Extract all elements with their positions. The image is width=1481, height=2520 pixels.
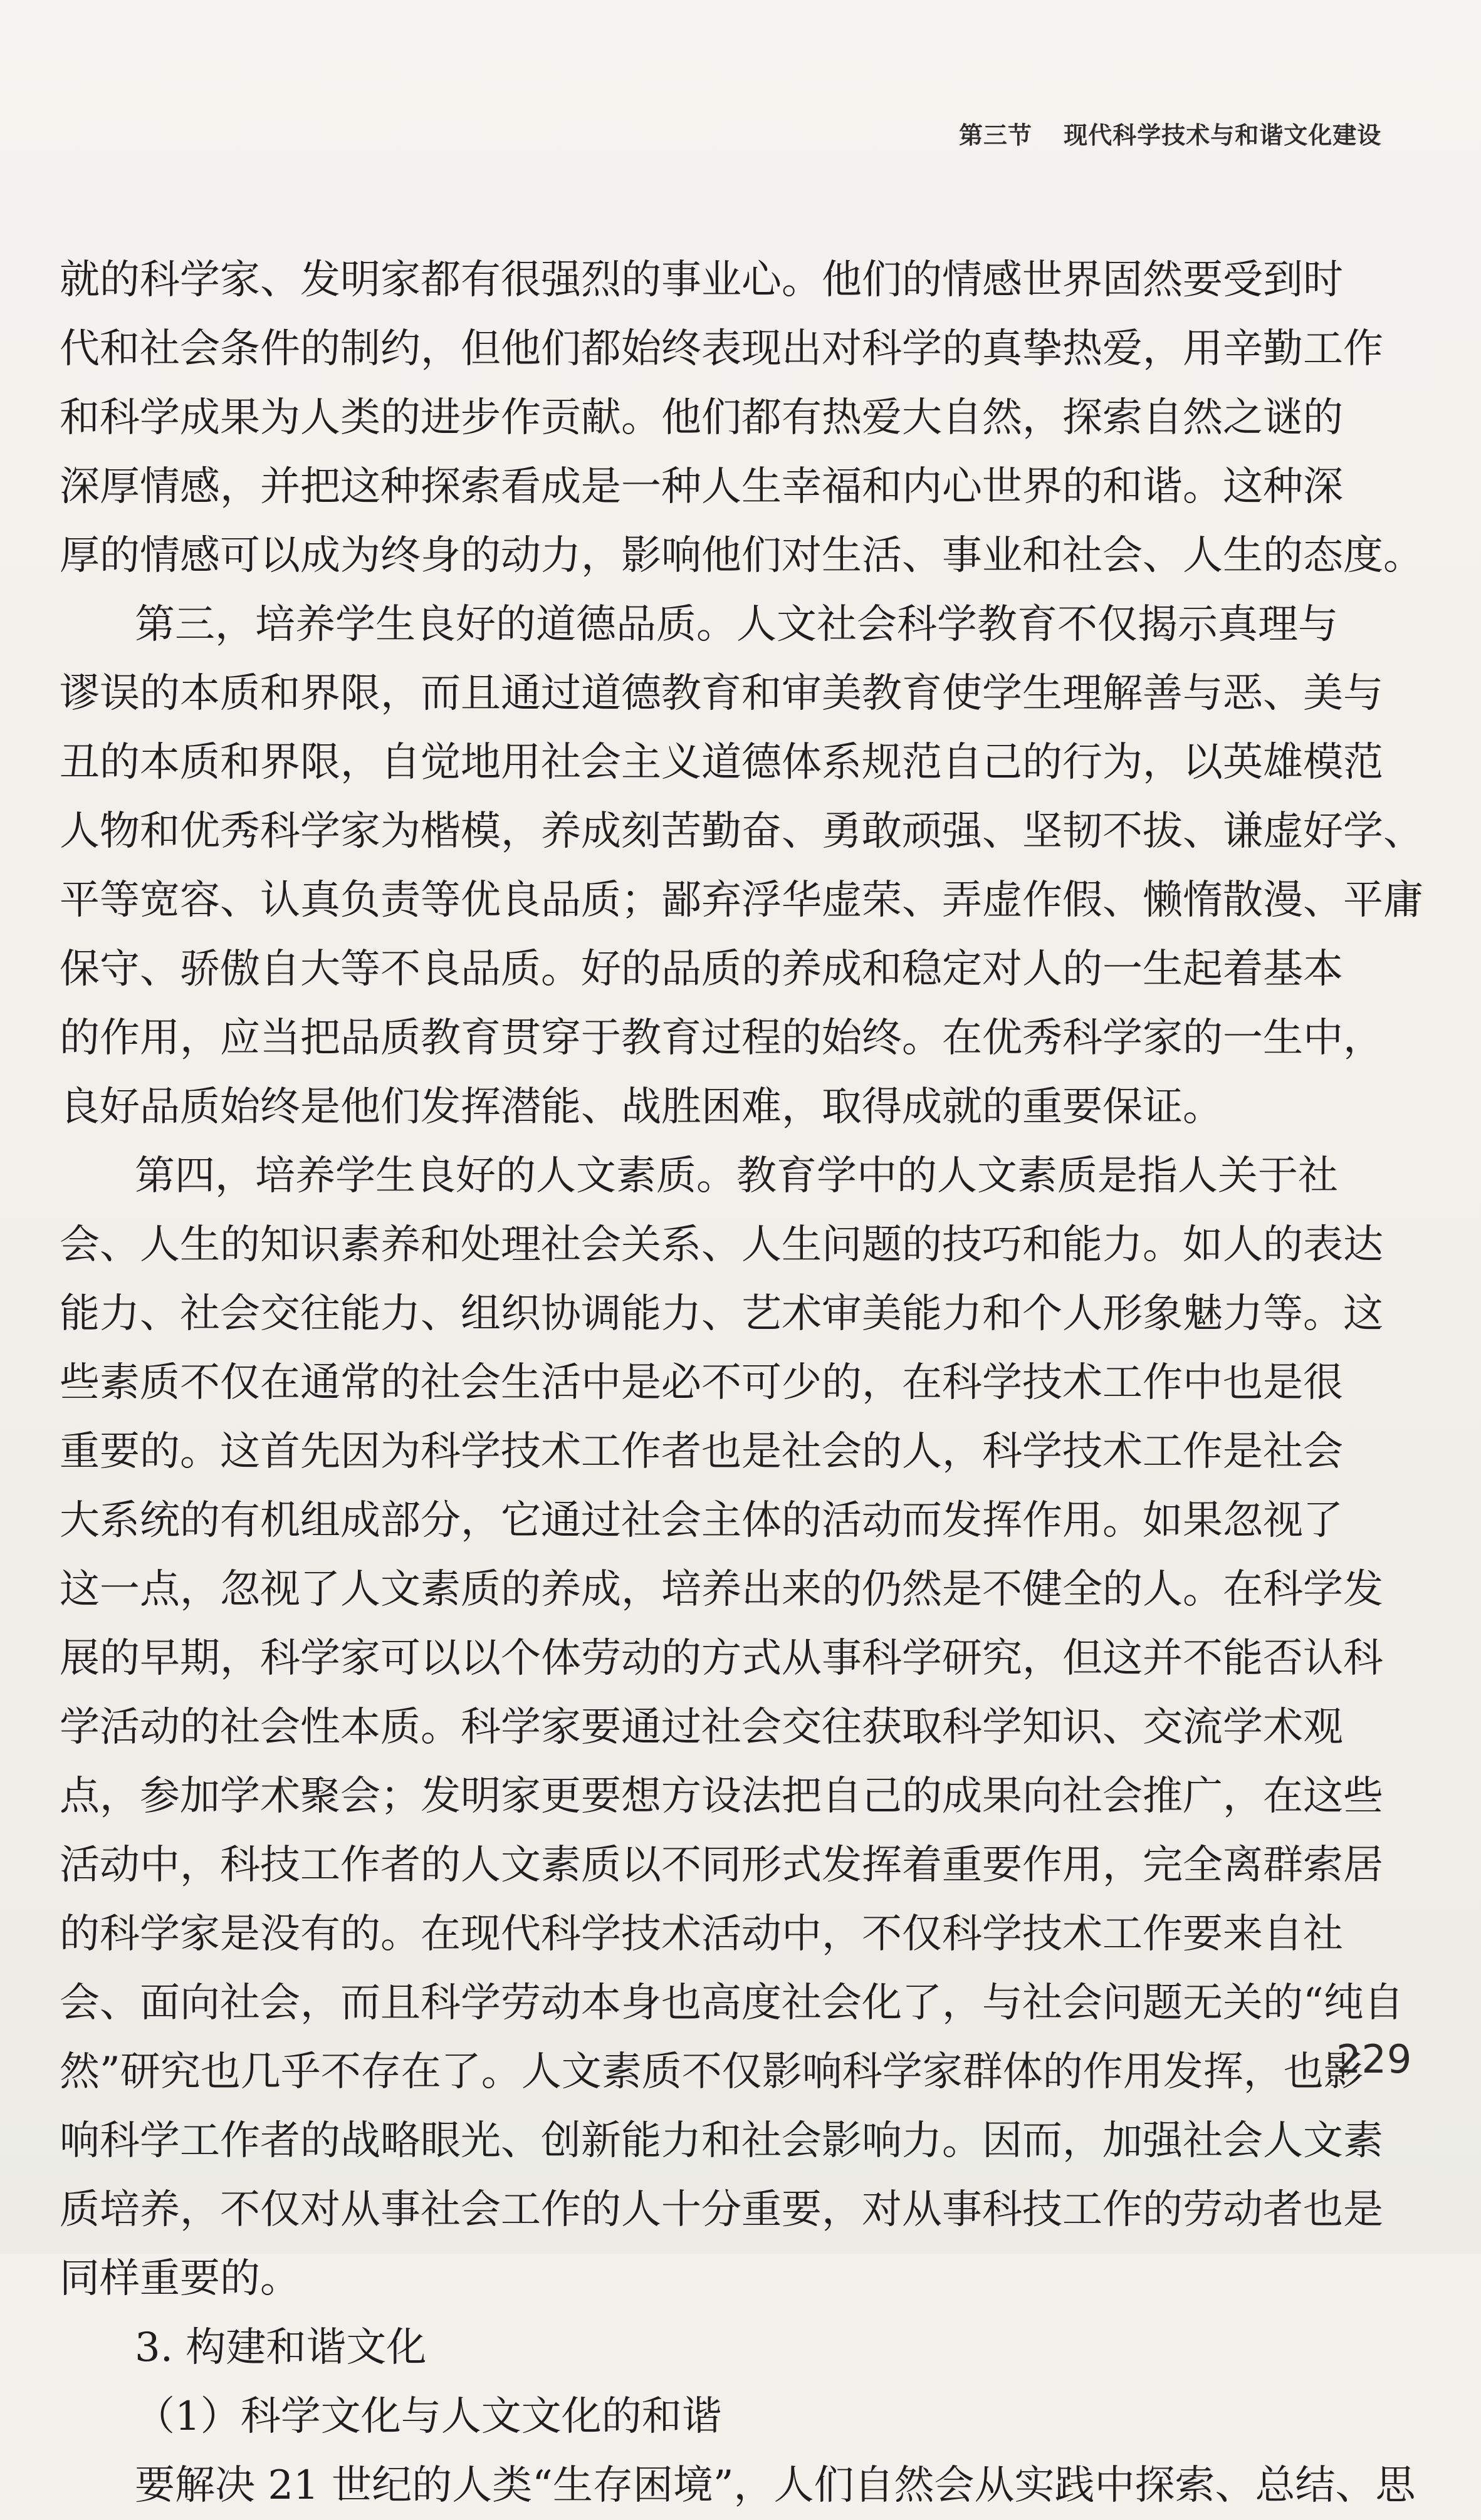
paragraph-end-line: 良好品质始终是他们发挥潜能、战胜困难，取得成就的重要保证。 [60,1084,1223,1130]
text-line: 然”研究也几乎不存在了。人文素质不仅影响科学家群体的作用发挥，也影 [60,2049,1364,2095]
paragraph-end-line: 同样重要的。 [60,2256,300,2302]
page-number: 229 [1336,2036,1413,2082]
text-line: 能力、社会交往能力、组织协调能力、艺术审美能力和个人形象魅力等。这 [60,1291,1383,1337]
subsection-heading: （1）科学文化与人文文化的和谐 [135,2393,722,2440]
text-line: 人物和优秀科学家为楷模，养成刻苦勤奋、勇敢顽强、坚韧不拔、谦虚好学、 [60,808,1423,855]
text-line: 质培养，不仅对从事社会工作的人十分重要，对从事科技工作的劳动者也是 [60,2187,1383,2233]
text-line: 和科学成果为人类的进步作贡献。他们都有热爱大自然，探索自然之谜的 [60,395,1343,441]
paragraph-start-line: 第四，培养学生良好的人文素质。教育学中的人文素质是指人关于社 [135,1153,1338,1199]
text-line: 谬误的本质和界限，而且通过道德教育和审美教育使学生理解善与恶、美与 [60,670,1383,717]
text-line: 活动中，科技工作者的人文素质以不同形式发挥着重要作用，完全离群索居 [60,1842,1383,1888]
text-line: 重要的。这首先因为科学技术工作者也是社会的人，科学技术工作是社会 [60,1429,1343,1475]
text-line: 学活动的社会性本质。科学家要通过社会交往获取科学知识、交流学术观 [60,1704,1343,1751]
text-line: 深厚情感，并把这种探索看成是一种人生幸福和内心世界的和谐。这种深 [60,464,1343,510]
header-title: 现代科学技术与和谐文化建设 [1064,122,1382,149]
text-line: 会、面向社会，而且科学劳动本身也高度社会化了，与社会问题无关的“纯自 [60,1980,1404,2026]
running-header [959,116,1381,150]
text-line: 大系统的有机组成部分，它通过社会主体的活动而发挥作用。如果忽视了 [60,1497,1343,1544]
text-line: 点，参加学术聚会；发明家更要想方设法把自己的成果向社会推广，在这些 [60,1773,1383,1820]
header-section: 第三节 [959,122,1033,149]
text-line: 保守、骄傲自大等不良品质。好的品质的养成和稳定对人的一生起着基本 [60,946,1343,992]
text-line: 这一点，忽视了人文素质的养成，培养出来的仍然是不健全的人。在科学发 [60,1566,1383,1613]
paragraph-start-line: 第三，培养学生良好的道德品质。人文社会科学教育不仅揭示真理与 [135,601,1338,648]
section-heading: 3. 构建和谐文化 [135,2325,427,2371]
text-line: 些素质不仅在通常的社会生活中是必不可少的，在科学技术工作中也是很 [60,1360,1343,1406]
text-line: 就的科学家、发明家都有很强烈的事业心。他们的情感世界固然要受到时 [60,257,1343,303]
text-line: 平等宽容、认真负责等优良品质；鄙弃浮华虚荣、弄虚作假、懒惰散漫、平庸 [60,877,1423,924]
text-line: 的科学家是没有的。在现代科学技术活动中，不仅科学技术工作要来自社 [60,1911,1343,1957]
text-line: 丑的本质和界限，自觉地用社会主义道德体系规范自己的行为，以英雄模范 [60,739,1383,786]
text-line: 响科学工作者的战略眼光、创新能力和社会影响力。因而，加强社会人文素 [60,2118,1383,2164]
text-line: 代和社会条件的制约，但他们都始终表现出对科学的真挚热爱，用辛勤工作 [60,326,1383,372]
text-line: 会、人生的知识素养和处理社会关系、人生问题的技巧和能力。如人的表达 [60,1222,1383,1268]
text-line: 的作用，应当把品质教育贯穿于教育过程的始终。在优秀科学家的一生中， [60,1015,1383,1061]
text-line: 厚的情感可以成为终身的动力，影响他们对生活、事业和社会、人生的态度。 [60,533,1423,579]
paragraph-start-line: 要解决 21 世纪的人类“生存困境”，人们自然会从实践中探索、总结、思 [135,2462,1416,2509]
text-line: 展的早期，科学家可以以个体劳动的方式从事科学研究，但这并不能否认科 [60,1635,1383,1682]
